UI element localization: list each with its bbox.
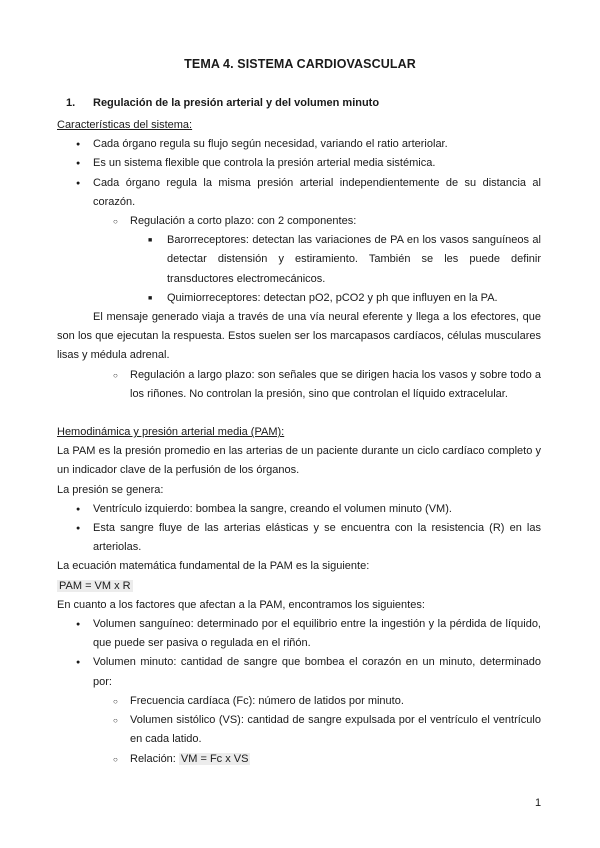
genera-paragraph: La presión se genera: <box>57 483 164 496</box>
list-item: ● Volumen sanguíneo: determinado por el equilibrio entre la ingestión y la pérdida de líquido, que puede ser pasiva o regulada en el riñón. <box>93 615 541 653</box>
list-item <box>130 750 541 769</box>
caracteristicas-heading: Características del sistema: <box>57 119 193 131</box>
ecuacion-formula: PAM = VM x R <box>59 579 131 592</box>
hemodinamica-heading: Hemodinámica y presión arterial media (PAM): <box>57 426 285 439</box>
relacion-label: Relación: <box>130 752 176 765</box>
list-item: ● Volumen minuto: cantidad de sangre que bombea el corazón en un minuto, determinado por: <box>93 653 541 691</box>
pam-intro-paragraph: La PAM es la presión promedio en las arterias de un paciente durante un ciclo cardíaco completo y un indicador clave de la perfusión de los órganos. <box>57 445 541 477</box>
factores-list <box>57 615 541 692</box>
list-item: ○ Regulación a largo plazo: son señales que se dirigen hacia los vasos y sobre todo a los riñones. No controlan la presión, sino que controlan el líquido extracelular. <box>130 366 541 404</box>
section-heading <box>66 97 379 109</box>
list-item: ● Cada órgano regula su flujo según necesidad, variando el ratio arteriolar. <box>93 135 541 154</box>
largo-plazo-list <box>57 366 541 404</box>
page-title: TEMA 4. SISTEMA CARDIOVASCULAR <box>184 57 416 71</box>
genera-list <box>57 500 541 558</box>
componentes-list <box>57 231 541 308</box>
list-item: ○ Regulación a corto plazo: con 2 componentes: <box>130 212 541 231</box>
factores-intro: En cuanto a los factores que afectan a la PAM, encontramos los siguientes: <box>57 598 425 611</box>
list-item: ● Cada órgano regula la misma presión arterial independientemente de su distancia al corazón. <box>93 174 541 212</box>
list-item: ■ Barorreceptores: detectan las variaciones de PA en los vasos sanguíneos al detectar distensión y estiramiento. También se les puede definir transductores electromecánicos. <box>167 231 541 289</box>
subfactores-list <box>57 692 541 769</box>
relacion-formula: VM = Fc x VS <box>180 752 249 765</box>
list-item: ■ Quimiorreceptores: detectan pO2, pCO2 y ph que influyen en la PA. <box>167 289 541 308</box>
list-item: ○ Volumen sistólico (VS): cantidad de sangre expulsada por el ventrículo el ventrículo en cada latido. <box>130 711 541 749</box>
section-number: 1. <box>66 97 76 109</box>
corto-plazo-list <box>57 212 541 231</box>
document-body <box>57 116 541 769</box>
ecuacion-line <box>57 577 541 596</box>
caracteristicas-list <box>57 135 541 212</box>
list-item: ● Ventrículo izquierdo: bombea la sangre, creando el volumen minuto (VM). <box>93 500 541 519</box>
page-number: 1 <box>535 797 542 809</box>
mensaje-paragraph: El mensaje generado viaja a través de una vía neural eferente y llega a los efectores, que son los que ejecutan la respuesta. Estos suelen ser los marcapasos cardíacos, células musculares lisas y médula adrenal. <box>57 311 541 362</box>
section-title: Regulación de la presión arterial y del volumen minuto <box>93 97 380 109</box>
list-item: ● Esta sangre fluye de las arterias elásticas y se encuentra con la resistencia (R) en las arteriolas. <box>93 519 541 557</box>
list-item: ● Es un sistema flexible que controla la presión arterial media sistémica. <box>93 154 541 173</box>
spacer <box>57 404 541 423</box>
list-item: ○ Frecuencia cardíaca (Fc): número de latidos por minuto. <box>130 692 541 711</box>
ecuacion-intro: La ecuación matemática fundamental de la PAM es la siguiente: <box>57 560 370 573</box>
